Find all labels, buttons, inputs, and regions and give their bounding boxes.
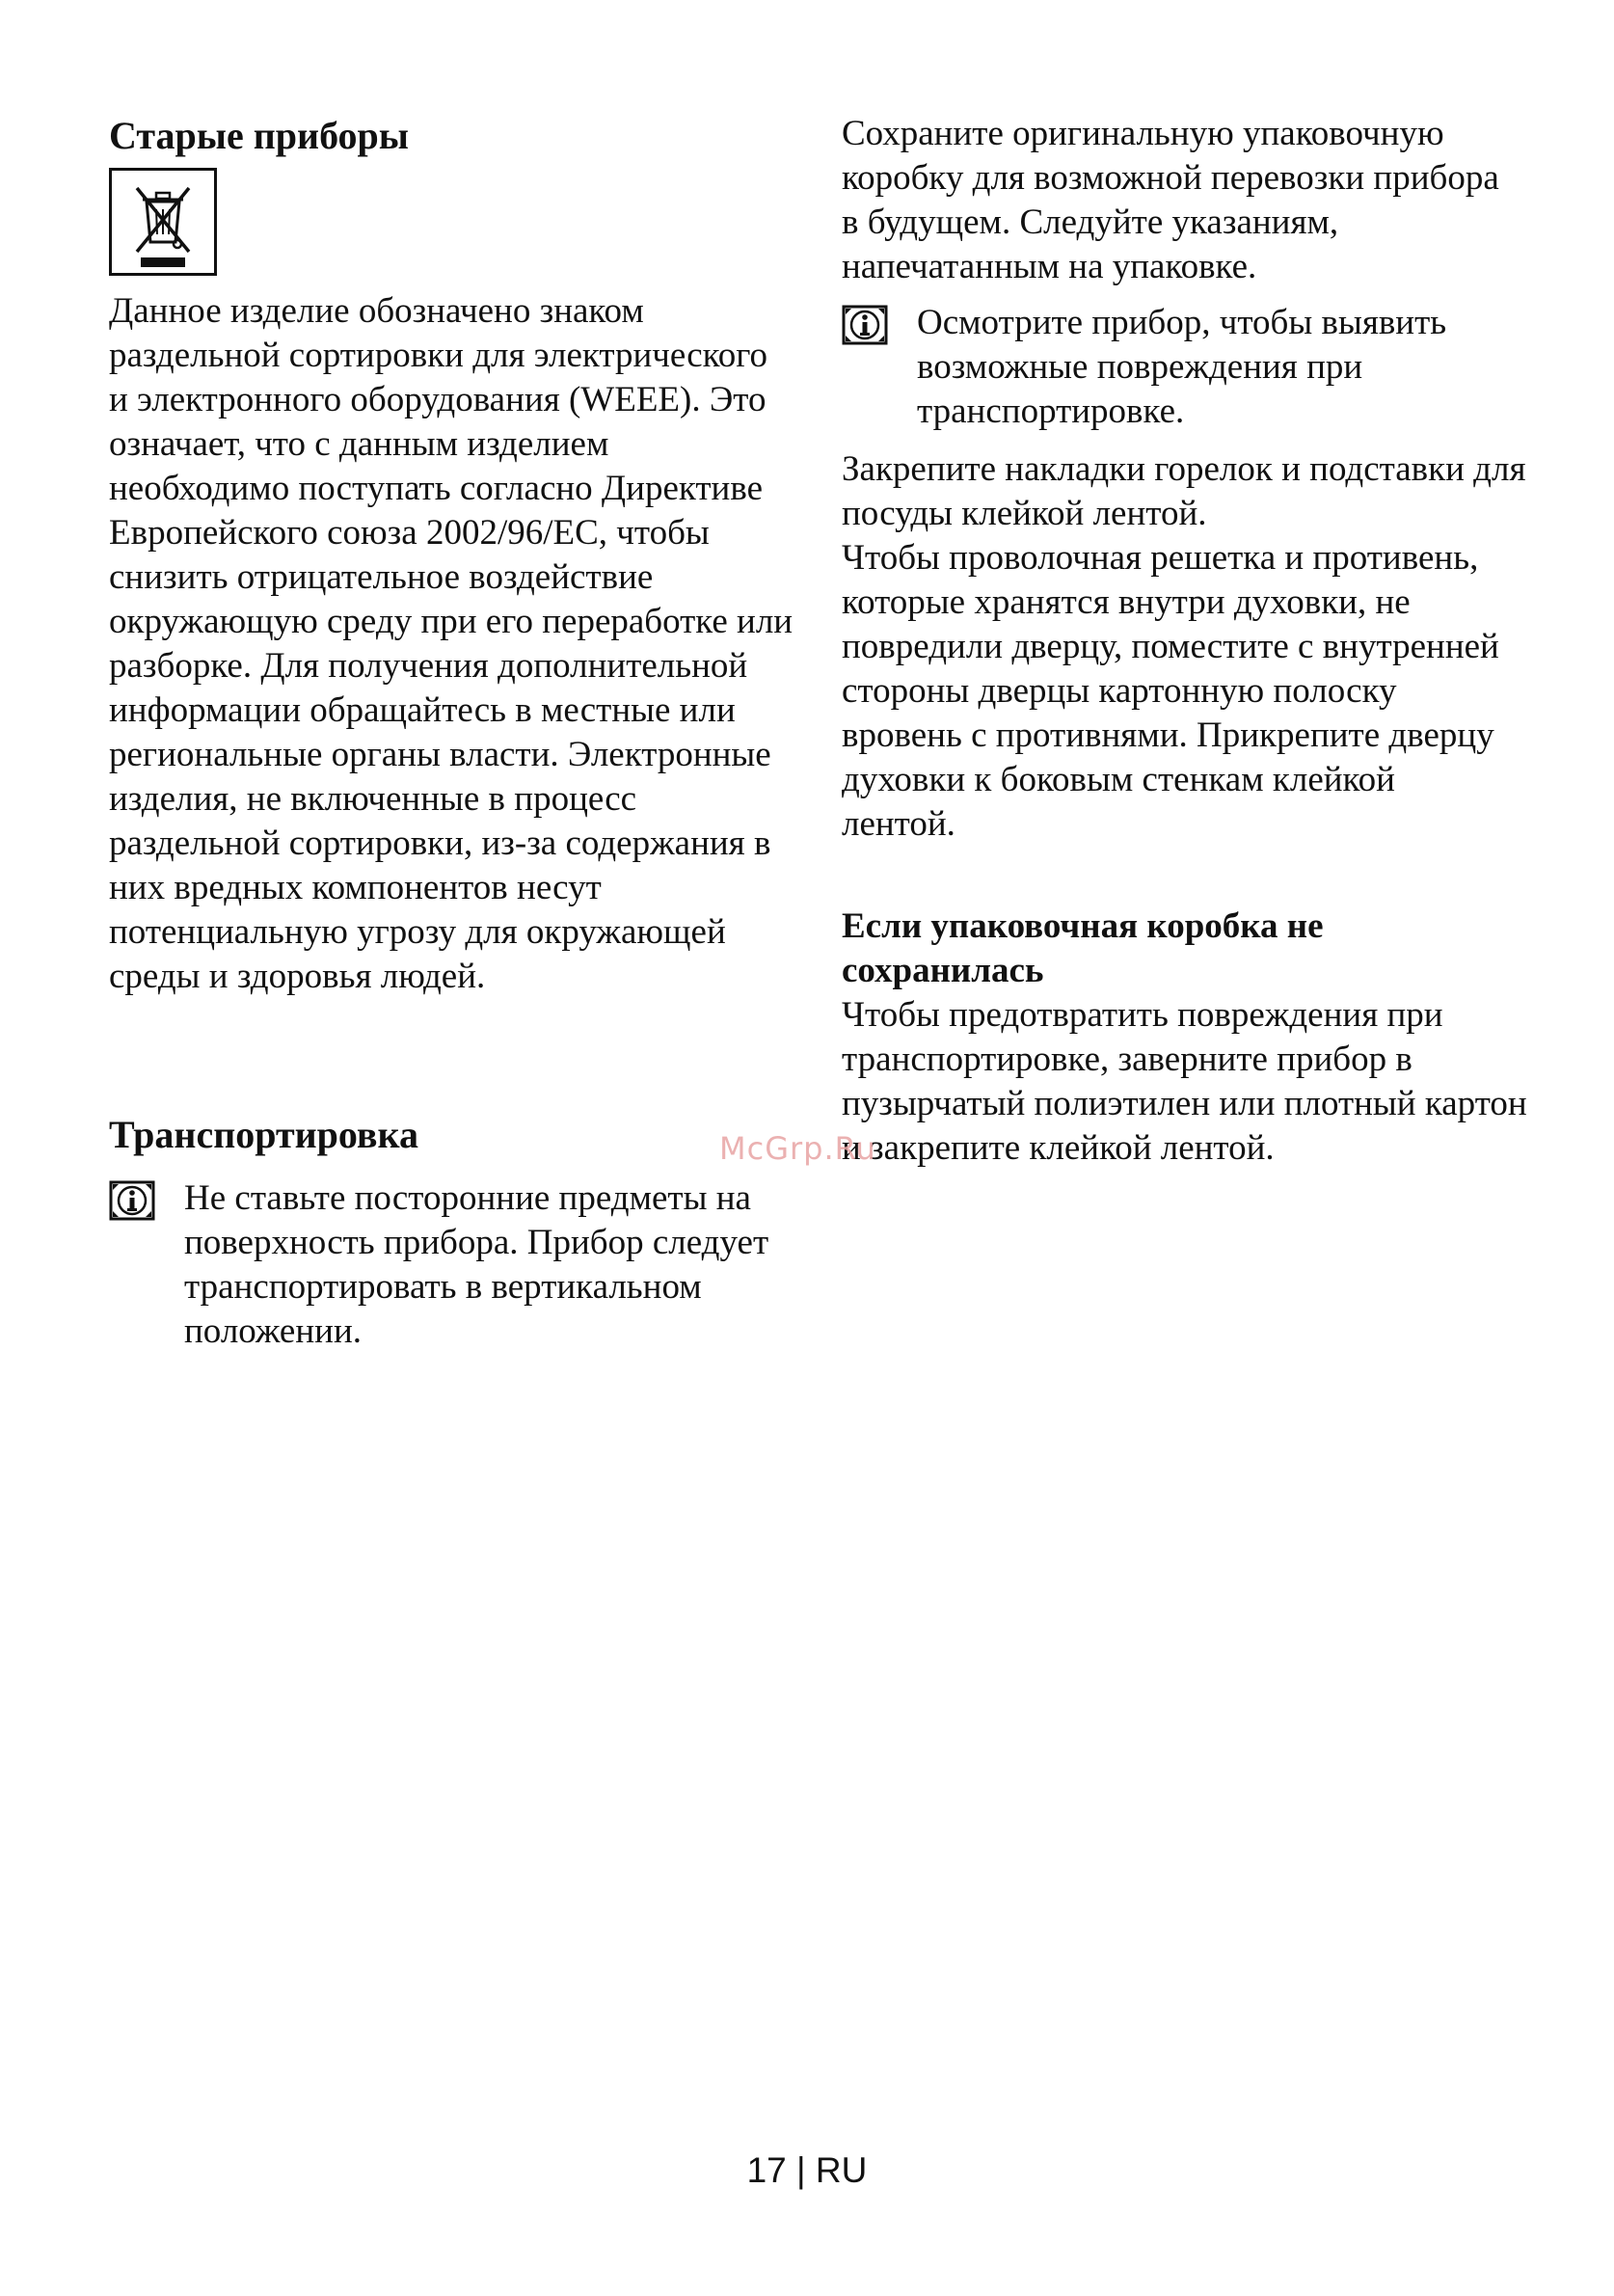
crossed-out-wheelie-bin-icon	[109, 168, 217, 276]
transport-note-text: Не ставьте посторонние предметы на поверхность прибора. Прибор следует транспортировать в вертикальном положении.	[184, 1178, 769, 1351]
tape-paragraph-1: Закрепите накладки горелок и подставки для посуды клейкой лентой.	[842, 449, 1526, 533]
no-box-heading: Если упаковочная коробка не сохранилась	[842, 906, 1324, 990]
inspect-note-text: Осмотрите прибор, чтобы выявить возможные повреждения при транспортировке.	[917, 303, 1447, 431]
transport-heading: Транспортировка	[109, 1113, 418, 1156]
page-number: 17 | RU	[746, 2150, 868, 2190]
tape-paragraph-2: Чтобы проволочная решетка и противень, которые хранятся внутри духовки, не повредили дверцу, поместите с внутренней стороны дверцы картонную полоску вровень с противнями. Прикрепите дверцу духовки к боковым стенкам клейкой лентой.	[842, 538, 1499, 844]
transport-note	[109, 1176, 795, 1354]
keep-box-paragraph: Сохраните оригинальную упаковочную коробку для возможной перевозки прибора в будущем. Следуйте указаниям, напечатанным на упаковке.	[842, 114, 1499, 286]
old-devices-heading: Старые приборы	[109, 114, 410, 157]
weee-paragraph: Данное изделие обозначено знаком раздельной сортировки для электрического и электронного оборудования (WEEE). Это означает, что с данным изделием необходимо поступать согласно Директиве Европейского союза 2002/96/EC, чтобы снизить отрицательное воздействие окружающую среду при его переработке или разборке. Для получения дополнительной информации обращайтесь в местные или региональные органы власти. Электронные изделия, не включенные в процесс раздельной сортировки, из-за содержания в них вредных компонентов несут потенциальную угрозу для окружающей среды и здоровья людей.	[109, 291, 794, 996]
watermark: McGrp.Ru	[719, 1130, 876, 1167]
no-box-paragraph: Чтобы предотвратить повреждения при транспортировке, заверните прибор в пузырчатый полиэтилен или плотный картон и закрепите клейкой лентой.	[842, 995, 1527, 1168]
info-icon	[109, 1180, 155, 1226]
inspect-note	[842, 301, 1528, 434]
info-icon	[842, 305, 888, 350]
